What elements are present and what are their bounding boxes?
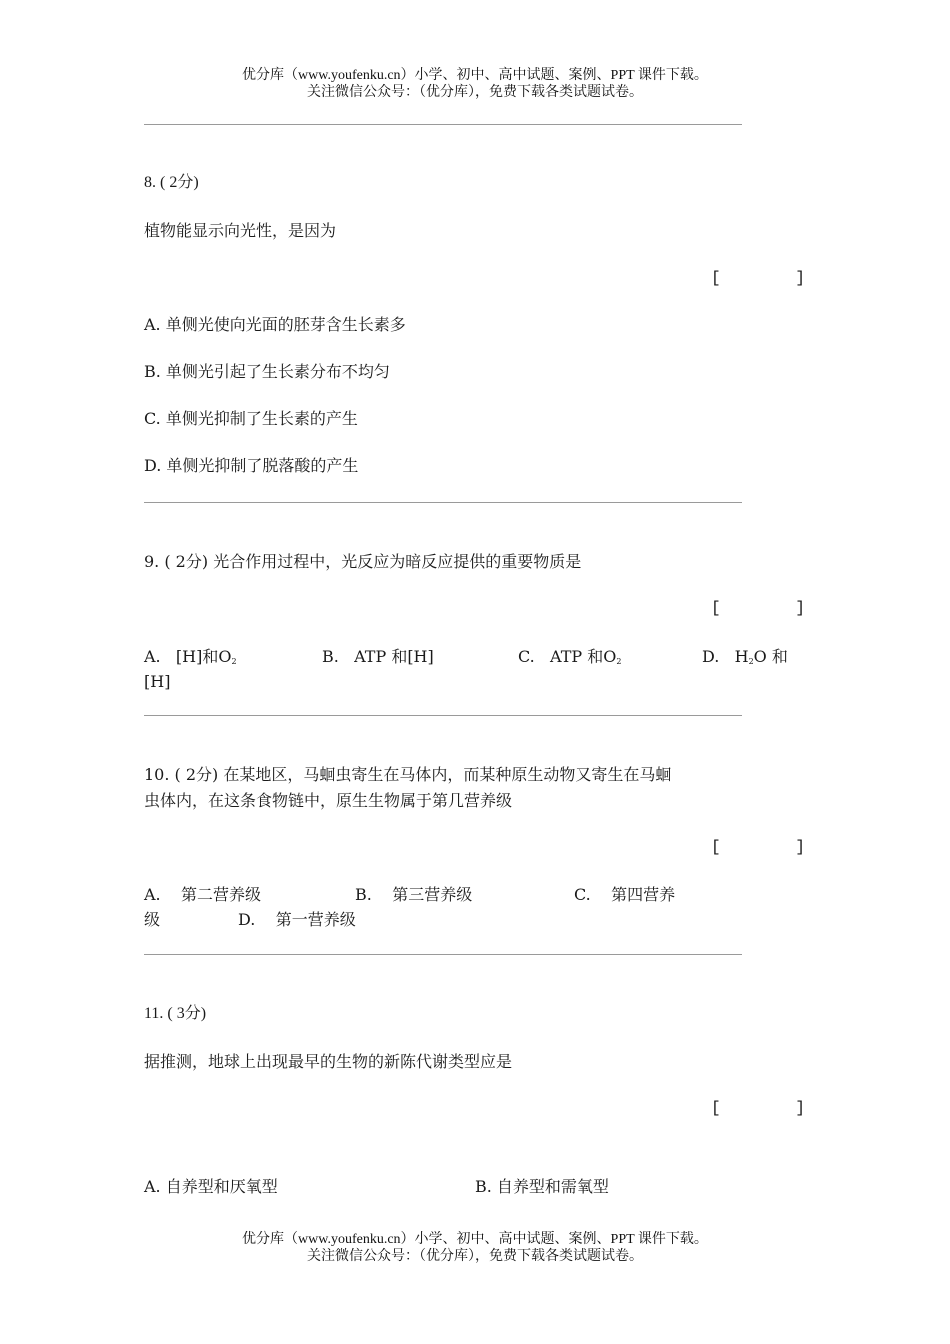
q9-option-b — [322, 647, 434, 667]
bracket-right: ] — [795, 1099, 805, 1117]
footer-line-1: 优分库（www.youfenku.cn）小学、初中、高中试题、案例、PPT 课件下载。 — [242, 1232, 708, 1247]
header-line-1: 优分库（www.youfenku.cn）小学、初中、高中试题、案例、PPT 课件下载。 — [242, 68, 708, 83]
bracket-right: ] — [795, 599, 805, 617]
bracket-right: ] — [795, 269, 805, 287]
q9-option-d-label: D. — [702, 647, 720, 666]
q10-option-c-wrap: 级 — [144, 910, 161, 929]
q11-heading: 11. ( 3分) — [144, 1005, 207, 1022]
q9-option-d-wrap: [H] — [144, 672, 171, 691]
page-header — [0, 67, 950, 101]
q10-option-d-text: 第一营养级 — [275, 910, 356, 929]
bracket-left: [ — [711, 838, 721, 856]
footer-line-2: 关注微信公众号：（优分库），免费下载各类试题试卷。 — [307, 1249, 643, 1264]
q10-option-b-label: B. — [355, 885, 372, 904]
q8-option-c: C. 单侧光抑制了生长素的产生 — [144, 409, 358, 428]
page-footer — [0, 1231, 950, 1265]
q10-divider — [144, 954, 742, 955]
q9-divider — [144, 715, 742, 716]
q9-option-d-sub: 2 — [748, 657, 754, 666]
q8-heading: 8. ( 2分) — [144, 174, 199, 191]
q9-option-d-post: O 和 — [753, 647, 788, 666]
q10-option-a — [144, 885, 261, 905]
bracket-right: ] — [795, 838, 805, 856]
bracket-left: [ — [711, 1099, 721, 1117]
header-divider — [144, 124, 742, 125]
q10-option-c-label: C. — [574, 885, 591, 904]
q9-option-c-sub: 2 — [616, 657, 622, 666]
q10-option-d-label: D. — [238, 910, 256, 929]
q9-option-a-label: A. — [144, 647, 161, 666]
q9-option-a-text: [H]和O — [175, 647, 232, 666]
q11-option-a: A. 自养型和厌氧型 — [144, 1177, 278, 1196]
q11-option-b: B. 自养型和需氧型 — [475, 1177, 609, 1196]
q10-stem-line-1: 10. ( 2分) 在某地区，马蛔虫寄生在马体内，而某种原生动物又寄生在马蛔 — [144, 765, 672, 784]
q10-option-a-text: 第二营养级 — [180, 885, 261, 904]
q11-stem: 据推测，地球上出现最早的生物的新陈代谢类型应是 — [144, 1052, 513, 1071]
bracket-left: [ — [711, 599, 721, 617]
q10-option-a-label: A. — [144, 885, 161, 904]
q9-option-c-text: ATP 和O — [550, 647, 617, 666]
q8-divider — [144, 502, 742, 503]
q9-option-d — [702, 647, 788, 672]
bracket-left: [ — [711, 269, 721, 287]
q9-option-a-sub: 2 — [231, 657, 237, 666]
q9-option-c-label: C. — [518, 647, 535, 666]
header-line-2: 关注微信公众号：（优分库），免费下载各类试题试卷。 — [307, 85, 643, 100]
q9-option-b-text: ATP 和[H] — [354, 647, 434, 666]
q10-option-d — [238, 910, 356, 930]
q9-option-d-pre: H — [734, 647, 749, 666]
q8-option-a: A. 单侧光使向光面的胚芽含生长素多 — [144, 315, 406, 334]
q8-option-d: D. 单侧光抑制了脱落酸的产生 — [144, 456, 359, 475]
q9-option-c — [518, 647, 621, 672]
q9-stem: 9. ( 2分) 光合作用过程中，光反应为暗反应提供的重要物质是 — [144, 552, 582, 571]
q9-option-a — [144, 647, 237, 672]
q10-option-c — [574, 885, 675, 905]
q10-stem-line-2: 虫体内，在这条食物链中，原生生物属于第几营养级 — [144, 791, 513, 810]
q10-option-b-text: 第三营养级 — [392, 885, 473, 904]
q10-option-b — [355, 885, 472, 905]
q9-option-b-label: B. — [322, 647, 339, 666]
q10-option-c-text: 第四营养 — [611, 885, 676, 904]
q8-stem: 植物能显示向光性，是因为 — [144, 221, 337, 240]
q8-option-b: B. 单侧光引起了生长素分布不均匀 — [144, 362, 390, 381]
